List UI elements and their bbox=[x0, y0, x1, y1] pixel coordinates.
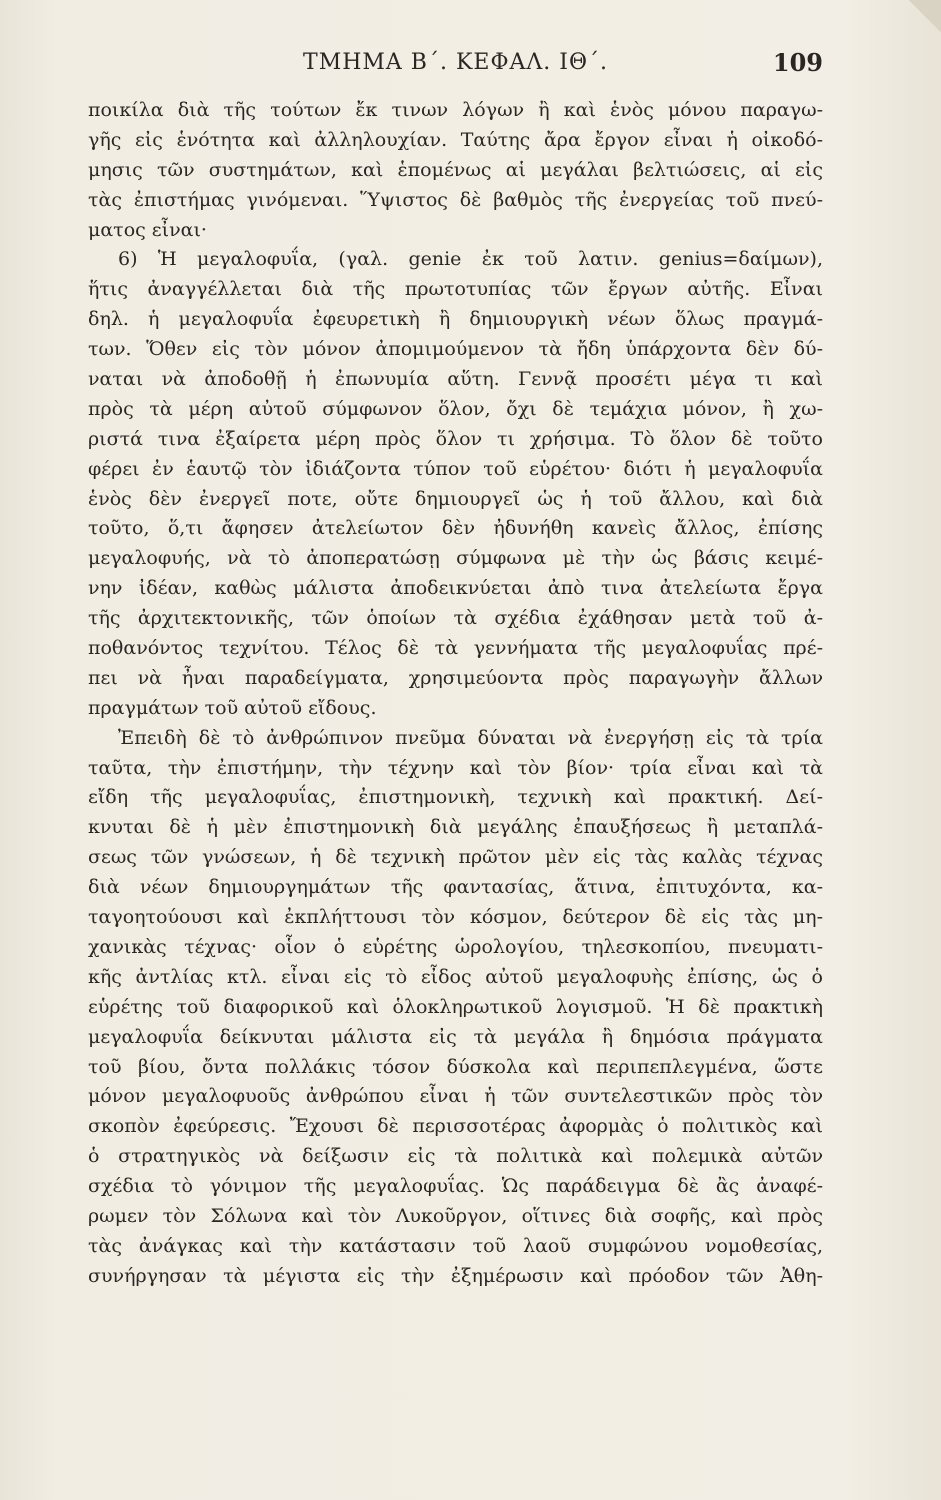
text-line: τὰς ἐπιστήμας γινόμεναι. Ὕψιστος δὲ βαθμὸς τῆς ἐνεργείας τοῦ πνεύ- bbox=[88, 188, 823, 211]
text-line: διὰ νέων δημιουργημάτων τῆς φαντασίας, ἅτινα, ἐπιτυχόντα, κα- bbox=[88, 876, 823, 899]
text-line: μεγαλοφυής, νὰ τὸ ἀποπερατώσῃ σύμφωνα μὲ τὴν ὡς βάσις κειμέ- bbox=[88, 547, 823, 570]
page-number: 109 bbox=[772, 48, 823, 77]
text-line: ρωμεν τὸν Σόλωνα καὶ τὸν Λυκοῦργον, οἵτινες διὰ σοφῆς, καὶ πρὸς bbox=[88, 1204, 823, 1227]
text-line: μόνον μεγαλοφυοῦς ἀνθρώπου εἶναι ἡ τῶν συντελεστικῶν πρὸς τὸν bbox=[88, 1085, 823, 1108]
text-line: εὑρέτης τοῦ διαφορικοῦ καὶ ὁλοκληρωτικοῦ λογισμοῦ. Ἡ δὲ πρακτικὴ bbox=[88, 995, 823, 1018]
text-line: σεως τῶν γνώσεων, ἡ δὲ τεχνικὴ πρῶτον μὲν εἰς τὰς καλὰς τέχνας bbox=[88, 846, 823, 869]
text-line: χανικὰς τέχνας· οἷον ὁ εὑρέτης ὡρολογίου, τηλεσκοπίου, πνευματι- bbox=[88, 935, 823, 958]
text-line: κῆς ἀντλίας κτλ. εἶναι εἰς τὸ εἶδος αὐτοῦ μεγαλοφυὴς ἐπίσης, ὡς ὁ bbox=[88, 965, 823, 988]
text-line: φέρει ἐν ἑαυτῷ τὸν ἰδιάζοντα τύπον τοῦ εὑρέτου· διότι ἡ μεγαλοφυΐα bbox=[88, 457, 823, 480]
text-line: ταγοητούουσι καὶ ἐκπλήττουσι τὸν κόσμον, δεύτερον δὲ εἰς τὰς μη- bbox=[88, 906, 823, 929]
text-line: ἥτις ἀναγγέλλεται διὰ τῆς πρωτοτυπίας τῶν ἔργων αὐτῆς. Εἶναι bbox=[88, 278, 823, 301]
text-line: ἑνὸς δὲν ἐνεργεῖ ποτε, οὔτε δημιουργεῖ ὡς ἡ τοῦ ἄλλου, καὶ διὰ bbox=[88, 487, 823, 510]
text-line: ματος εἶναι· bbox=[88, 218, 207, 241]
text-line: ποθανόντος τεχνίτου. Τέλος δὲ τὰ γεννήματα τῆς μεγαλοφυΐας πρέ- bbox=[88, 637, 823, 660]
body-text bbox=[88, 96, 823, 1292]
text-line: τῆς ἀρχιτεκτονικῆς, τῶν ὁποίων τὰ σχέδια ἐχάθησαν μετὰ τοῦ ἀ- bbox=[88, 607, 823, 630]
text-line: τοῦ βίου, ὄντα πολλάκις τόσον δύσκολα καὶ περιπεπλεγμένα, ὥστε bbox=[88, 1055, 823, 1078]
text-line: δηλ. ἡ μεγαλοφυΐα ἐφευρετικὴ ἢ δημιουργικὴ νέων ὅλως πραγμά- bbox=[88, 308, 823, 331]
text-line: τοῦτο, ὅ,τι ἄφησεν ἀτελείωτον δὲν ἠδυνήθη κανεὶς ἄλλος, ἐπίσης bbox=[88, 517, 823, 540]
text-line: ριστά τινα ἐξαίρετα μέρη πρὸς ὅλον τι χρήσιμα. Τὸ ὅλον δὲ τοῦτο bbox=[88, 427, 823, 450]
text-line: κνυται δὲ ἡ μὲν ἐπιστημονικὴ διὰ μεγάλης ἐπαυξήσεως ἢ μεταπλά- bbox=[88, 816, 823, 839]
text-line: μεγαλοφυΐα δείκνυται μάλιστα εἰς τὰ μεγάλα ἢ δημόσια πράγματα bbox=[88, 1025, 823, 1048]
text-line: εἴδη τῆς μεγαλοφυΐας, ἐπιστημονικὴ, τεχνικὴ καὶ πρακτική. Δεί- bbox=[88, 786, 823, 809]
text-line: τὰς ἀνάγκας καὶ τὴν κατάστασιν τοῦ λαοῦ συμφώνου νομοθεσίας, bbox=[88, 1234, 823, 1257]
text-line: ὁ στρατηγικὸς νὰ δείξωσιν εἰς τὰ πολιτικὰ καὶ πολεμικὰ αὐτῶν bbox=[88, 1145, 823, 1168]
running-title: ΤΜΗΜΑ Β΄. ΚΕΦΑΛ. ΙΘ΄. bbox=[303, 50, 608, 75]
text-line: πρὸς τὰ μέρη αὐτοῦ σύμφωνον ὅλον, ὄχι δὲ τεμάχια μόνον, ἢ χω- bbox=[88, 397, 823, 420]
text-line: Ἐπειδὴ δὲ τὸ ἀνθρώπινον πνεῦμα δύναται νὰ ἐνεργήσῃ εἰς τὰ τρία bbox=[118, 726, 823, 749]
text-line: πει νὰ ἦναι παραδείγματα, χρησιμεύοντα πρὸς παραγωγὴν ἄλλων bbox=[88, 666, 823, 689]
text-line: σκοπὸν ἐφεύρεσις. Ἔχουσι δὲ περισσοτέρας ἀφορμὰς ὁ πολιτικὸς καὶ bbox=[88, 1115, 823, 1138]
text-line: μησις τῶν συστημάτων, καὶ ἑπομένως αἱ μεγάλαι βελτιώσεις, αἱ εἰς bbox=[88, 158, 823, 181]
text-line: ναται νὰ ἀποδοθῇ ἡ ἐπωνυμία αὕτη. Γεννᾷ προσέτι μέγα τι καὶ bbox=[88, 368, 823, 391]
page-header bbox=[88, 50, 823, 90]
text-line: σχέδια τὸ γόνιμον τῆς μεγαλοφυΐας. Ὡς παράδειγμα δὲ ἂς ἀναφέ- bbox=[88, 1175, 823, 1198]
page-corner-fold bbox=[901, 0, 941, 40]
text-line: ποικίλα διὰ τῆς τούτων ἔκ τινων λόγων ἢ καὶ ἑνὸς μόνου παραγω- bbox=[88, 99, 823, 121]
text-line: νην ἰδέαν, καθὼς μάλιστα ἀποδεικνύεται ἀπὸ τινα ἀτελείωτα ἔργα bbox=[88, 577, 823, 600]
text-line: γῆς εἰς ἑνότητα καὶ ἀλληλουχίαν. Ταύτης ἄρα ἔργον εἶναι ἡ οἰκοδό- bbox=[88, 128, 823, 151]
text-line: πραγμάτων τοῦ αὐτοῦ εἴδους. bbox=[88, 696, 377, 719]
text-line: των. Ὅθεν εἰς τὸν μόνον ἀπομιμούμενον τὰ ἤδη ὑπάρχοντα δὲν δύ- bbox=[88, 338, 823, 361]
text-line: 6) Ἡ μεγαλοφυΐα, (γαλ. genie ἐκ τοῦ λατιν. genius=δαίμων), bbox=[118, 248, 823, 271]
text-line: ταῦτα, τὴν ἐπιστήμην, τὴν τέχνην καὶ τὸν βίον· τρία εἶναι καὶ τὰ bbox=[88, 756, 823, 779]
text-line: συνήργησαν τὰ μέγιστα εἰς τὴν ἐξημέρωσιν καὶ πρόοδον τῶν Ἀθη- bbox=[88, 1264, 823, 1287]
